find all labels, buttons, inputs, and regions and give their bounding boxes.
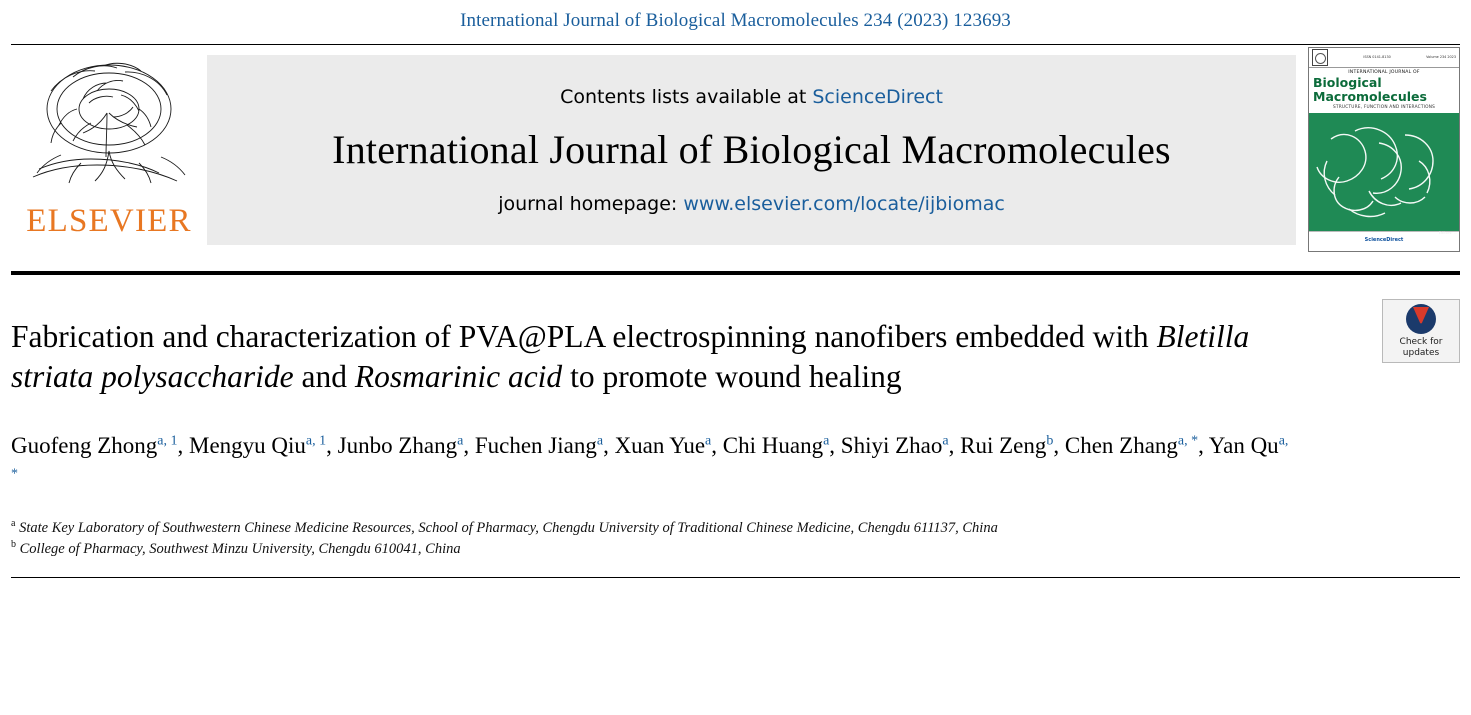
author-separator: , bbox=[1053, 433, 1065, 459]
affiliation-text: State Key Laboratory of Southwestern Chinese Medicine Resources, School of Pharmacy, Chengdu University of Traditional Chinese Medicine, Chengdu 611137, China bbox=[19, 519, 998, 536]
cover-editors: Editors: ... bbox=[1438, 231, 1457, 236]
affiliation-text: College of Pharmacy, Southwest Minzu University, Chengdu 610041, China bbox=[19, 541, 461, 558]
author-name: Yan Qu bbox=[1208, 433, 1279, 459]
author-affiliation-marks[interactable]: a bbox=[823, 433, 830, 449]
cover-eyebrow: INTERNATIONAL JOURNAL OF bbox=[1348, 70, 1420, 75]
author-separator: , bbox=[1198, 433, 1209, 459]
author-affiliation-marks[interactable]: b bbox=[1046, 433, 1054, 449]
author-entry bbox=[960, 433, 1065, 458]
affiliation-list bbox=[11, 518, 1460, 562]
article-title bbox=[11, 317, 1266, 396]
cover-artwork bbox=[1309, 113, 1459, 236]
journal-masthead bbox=[11, 44, 1460, 271]
cover-subtitle: STRUCTURE, FUNCTION AND INTERACTIONS bbox=[1332, 105, 1436, 111]
author-entry bbox=[841, 433, 960, 458]
cover-title-block bbox=[1309, 68, 1459, 113]
journal-homepage-link[interactable]: www.elsevier.com/locate/ijbiomac bbox=[683, 192, 1005, 215]
crossmark-check-for-updates-badge[interactable] bbox=[1382, 299, 1460, 363]
journal-banner bbox=[207, 55, 1296, 245]
elsevier-logo bbox=[11, 45, 207, 271]
title-part-3: to promote wound healing bbox=[562, 358, 902, 394]
cover-title-line1: Biological bbox=[1313, 75, 1382, 90]
title-part-1: Fabrication and characterization of PVA@PLA electrospinning nanofibers embedded with bbox=[11, 319, 1157, 354]
author-entry bbox=[11, 433, 189, 458]
running-head: International Journal of Biological Macromolecules 234 (2023) 123693 bbox=[460, 10, 1011, 31]
author-entry bbox=[615, 433, 723, 458]
article-header-bottom-rule bbox=[11, 577, 1460, 578]
article-header bbox=[11, 275, 1460, 561]
author-affiliation-marks[interactable]: a bbox=[942, 433, 949, 449]
journal-homepage-line bbox=[498, 193, 1005, 215]
affiliation-item bbox=[11, 518, 1460, 540]
author-entry bbox=[1065, 433, 1209, 458]
author-affiliation-marks[interactable]: a, 1 bbox=[305, 433, 327, 449]
author-separator: , bbox=[603, 433, 615, 459]
crossmark-icon bbox=[1406, 304, 1436, 334]
affiliation-item bbox=[11, 539, 1460, 561]
author-separator: , bbox=[711, 433, 723, 459]
homepage-prefix: journal homepage: bbox=[498, 192, 684, 215]
author-entry bbox=[189, 433, 338, 458]
author-affiliation-marks[interactable]: a, 1 bbox=[157, 433, 178, 449]
crossmark-label bbox=[1400, 337, 1443, 358]
title-italic-1: Bletilla striata polysaccharide bbox=[11, 319, 1250, 394]
elsevier-wordmark: ELSEVIER bbox=[26, 203, 192, 239]
cover-molecule-illustration bbox=[1309, 113, 1460, 231]
affiliation-mark: b bbox=[11, 539, 16, 551]
cover-volume: Volume 234 2023 bbox=[1426, 54, 1456, 59]
contents-available-line bbox=[560, 86, 943, 108]
cover-elsevier-mark-icon bbox=[1312, 49, 1328, 66]
author-separator: , bbox=[948, 433, 961, 459]
contents-prefix: Contents lists available at bbox=[560, 85, 813, 108]
author-list bbox=[11, 430, 1291, 495]
journal-title: International Journal of Biological Macromolecules bbox=[332, 126, 1171, 172]
crossmark-label-line1: Check for bbox=[1399, 337, 1443, 348]
elsevier-tree-icon bbox=[21, 51, 197, 201]
author-name: Rui Zeng bbox=[960, 433, 1047, 459]
author-entry bbox=[723, 433, 841, 458]
author-name: Chi Huang bbox=[722, 433, 824, 459]
author-name: Mengyu Qiu bbox=[189, 433, 306, 459]
author-affiliation-marks[interactable]: a bbox=[705, 433, 712, 449]
author-entry bbox=[475, 433, 615, 458]
crossmark-label-line2: updates bbox=[1402, 347, 1440, 358]
author-affiliation-marks[interactable]: a, * bbox=[1177, 433, 1199, 449]
author-name: Guofeng Zhong bbox=[11, 433, 158, 459]
author-affiliation-marks[interactable]: a, * bbox=[11, 433, 1289, 482]
journal-cover-thumbnail[interactable] bbox=[1308, 47, 1460, 252]
author-separator: , bbox=[829, 433, 841, 459]
title-italic-2: Rosmarinic acid bbox=[354, 358, 563, 394]
sciencedirect-link[interactable]: ScienceDirect bbox=[812, 85, 943, 108]
cover-footer-strip bbox=[1309, 231, 1459, 248]
cover-title-line2: Macromolecules bbox=[1313, 89, 1427, 105]
author-affiliation-marks[interactable]: a bbox=[457, 433, 464, 449]
author-name: Chen Zhang bbox=[1064, 433, 1178, 459]
author-separator: , bbox=[326, 433, 338, 459]
author-name: Fuchen Jiang bbox=[474, 433, 597, 459]
author-separator: , bbox=[177, 433, 189, 459]
author-name: Xuan Yue bbox=[614, 433, 706, 459]
cover-issn: ISSN 0141-8130 bbox=[1363, 54, 1391, 59]
affiliation-mark: a bbox=[11, 517, 16, 529]
author-entry bbox=[338, 433, 475, 458]
title-part-2: and bbox=[293, 358, 355, 394]
cover-sciencedirect-label: ScienceDirect bbox=[1364, 237, 1404, 244]
author-affiliation-marks[interactable]: a bbox=[596, 433, 604, 449]
cover-header-strip bbox=[1309, 48, 1459, 68]
author-separator: , bbox=[463, 433, 475, 459]
author-name: Junbo Zhang bbox=[337, 433, 458, 459]
author-name: Shiyi Zhao bbox=[840, 433, 943, 459]
